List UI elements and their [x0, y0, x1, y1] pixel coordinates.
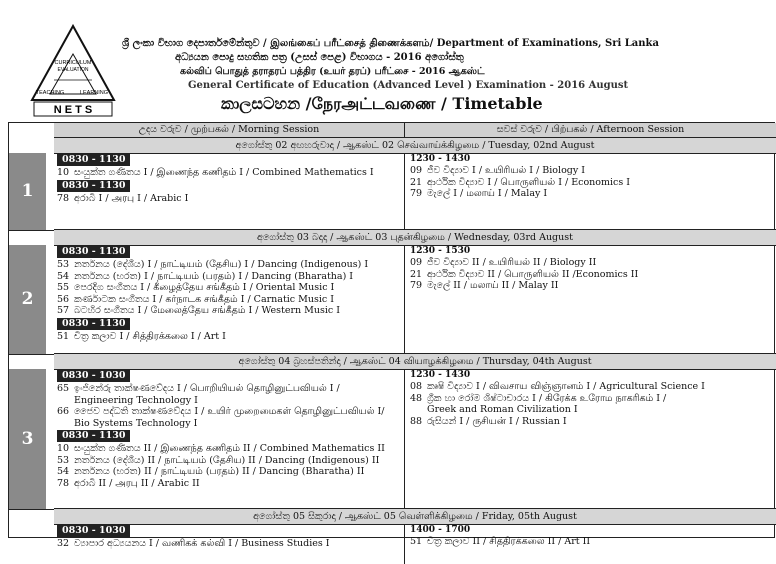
- session-time: [57, 524, 404, 538]
- subject-line: [57, 331, 404, 343]
- subject-code: 21: [410, 176, 423, 188]
- subject-code: 51: [57, 330, 70, 342]
- session-time: [410, 245, 776, 257]
- session-time: [57, 153, 404, 167]
- subject-name: නර්තනය (භරත) I / நாட்டியம் (பரதம்) I / Dancing (Bharatha) I: [71, 270, 354, 282]
- time-slot: 0830 - 1130: [57, 154, 130, 166]
- subject-name: මැලේ II / மலாய் II / Malay II: [424, 280, 559, 291]
- afternoon-cell: [405, 369, 776, 509]
- subject-code: 88: [410, 415, 423, 427]
- subject-code: 21: [410, 268, 423, 280]
- session-time: [57, 429, 404, 443]
- session-time: [57, 317, 404, 331]
- subject-line: [410, 177, 776, 189]
- subject-line: [410, 165, 776, 177]
- session-time: [57, 369, 404, 383]
- subject-name: රුසියන් I / ருசியன் I / Russian I: [424, 415, 567, 427]
- subject-code: 55: [57, 282, 70, 293]
- day-header-row: අගෝස්තු 04 බ්‍රහස්පතින්දා / ஆகஸ்ட் 04 வியாழக்கிழமை / Thursday, 04th August: [54, 353, 776, 370]
- logo-nets: N E T S: [53, 104, 93, 116]
- subject-line: [57, 259, 404, 271]
- timetable-table: [8, 122, 775, 549]
- subject-line: [57, 305, 404, 317]
- subject-line: [57, 383, 404, 395]
- logo-teaching: TEACHING: [35, 90, 65, 96]
- subject-name: කර්ණාටක සංගීතය I / கர்நாடக சங்கீதம் I / Carnatic Music I: [71, 293, 334, 305]
- subject-line: [410, 269, 776, 281]
- subject-line: [410, 188, 776, 200]
- subject-name: ග්‍රීක හා රෝම ශිෂ්ටාචාරය I / கிரேக்க உரோம நாகரிகம் I /: [424, 392, 667, 404]
- session-time: [57, 245, 404, 259]
- subject-code: 10: [57, 443, 70, 454]
- day-number: 1: [9, 153, 46, 230]
- subject-name: Bio Systems Technology I: [71, 417, 198, 429]
- subject-code: 10: [57, 167, 70, 178]
- afternoon-session-header: සවස් වරුව / பிற்பகல் / Afternoon Session: [405, 123, 776, 138]
- subject-name: ආර්ථික විද්‍යාව I / பொருளியல் I / Economics I: [424, 176, 631, 188]
- subject-code: 08: [410, 381, 423, 392]
- subject-name: ආර්ථික විද්‍යාව II / பொருளியல் II /Economics II: [424, 268, 639, 280]
- subject-name: Engineering Technology I: [71, 394, 198, 406]
- exam-title-sinhala: අධ්‍යයන පොදු සහතික පත්‍ර (උසස් පෙළ) විභාගය - 2016 අගෝස්තු: [175, 52, 464, 63]
- subject-line: [57, 406, 404, 418]
- morning-cell: [54, 524, 405, 564]
- subject-name: නර්තනය (භරත) II / நாட்டியம் (பரதம்) II / Dancing (Bharatha) II: [71, 466, 365, 477]
- subject-line: [410, 404, 776, 416]
- logo-evaluation: EVALUATION: [57, 67, 89, 73]
- day-number: 2: [9, 245, 46, 354]
- subject-code: 09: [410, 165, 423, 176]
- subject-line: [57, 294, 404, 306]
- subject-line: [57, 167, 404, 179]
- day-header-row: අගෝස්තු 03 බදාදා / ஆகஸ்ட் 03 புதன்கிழமை / Wednesday, 03rd August: [54, 229, 776, 246]
- subject-code: 53: [57, 454, 70, 466]
- subject-name: ජෛව පද්ධති තාක්ෂණවේදය I / உயிர் முறைமைகள் தொழினுட்பவியல் I/: [71, 406, 385, 417]
- timetable-title: කාලසටහන /நேரஅட்டவணை / Timetable: [221, 94, 543, 113]
- subject-code: 57: [57, 305, 70, 316]
- nets-logo: [30, 24, 116, 118]
- subject-name: චිත්‍ර කලාව I / சித்திரக்கலை I / Art I: [71, 330, 226, 342]
- morning-session-header: උදය වරුව / முற்பகல் / Morning Session: [54, 123, 405, 138]
- subject-name: නර්තනය (දේශීය) II / நாட்டியம் (தேசிய) II / Dancing (Indigenous) II: [71, 454, 380, 466]
- logo-learning: LEARNING: [79, 90, 109, 96]
- time-slot: 0830 - 1130: [57, 246, 130, 258]
- time-slot: 1400 - 1700: [410, 525, 471, 535]
- subject-line: [57, 455, 404, 467]
- subject-name: නර්තනය (දේශීය) I / நாட்டியம் (தேசிய) I / Dancing (Indigenous) I: [71, 259, 369, 270]
- logo-curriculum: CURRICULUM: [54, 60, 92, 66]
- subject-name: ජීව විද්‍යාව I / உயிரியல் I / Biology I: [424, 165, 586, 176]
- subject-name: මැලේ I / மலாய் I / Malay I: [424, 188, 548, 199]
- subject-name: සංයුක්ත ගණිතය II / இணைந்த கணிதம் II / Combined Mathematics II: [71, 443, 385, 454]
- subject-line: [410, 381, 776, 393]
- subject-name: ව්‍යාපාර අධ්‍යයනය I / வணிகக் கல்வி I / Business Studies I: [71, 538, 330, 549]
- exam-title-tamil: கல்விப் பொதுத் தராதரப் பத்திர (உயர் தரப்) பரீட்சை - 2016 ஆகஸ்ட்: [180, 66, 485, 77]
- time-slot: 1230 - 1430: [410, 370, 471, 380]
- subject-line: [410, 280, 776, 292]
- day-number: 3: [9, 369, 46, 509]
- subject-name: අරාබි II / அரபு II / Arabic II: [71, 477, 200, 489]
- afternoon-cell: [405, 245, 776, 354]
- session-time: [57, 179, 404, 193]
- session-time: [410, 153, 776, 165]
- subject-line: [410, 257, 776, 269]
- day-header-row: අගෝස්තු 05 සිකුරාදා / ஆகஸ்ட் 05 வெள்ளிக்கிழமை / Friday, 05th August: [54, 508, 776, 525]
- subject-line: [57, 395, 404, 407]
- subject-name: Greek and Roman Civilization I: [424, 404, 578, 415]
- subject-line: [57, 193, 404, 205]
- subject-name: ජීව විද්‍යාව II / உயிரியல் II / Biology II: [424, 257, 597, 268]
- subject-code: 54: [57, 270, 70, 282]
- subject-code: 79: [410, 188, 423, 199]
- time-slot: 1230 - 1530: [410, 246, 471, 256]
- subject-name: ඉංජිනේරු තාක්ෂණවේදය I / பொறியியல் தொழினுட்பவியல் I /: [71, 383, 340, 394]
- exam-title-english: General Certificate of Education (Advanced Level ) Examination - 2016 August: [188, 80, 629, 91]
- session-time: [410, 369, 776, 381]
- subject-code: 56: [57, 293, 70, 305]
- subject-name: සංයුක්ත ගණිතය I / இணைந்த கணிதம் I / Combined Mathematics I: [71, 167, 374, 178]
- morning-cell: [54, 369, 405, 509]
- afternoon-cell: [405, 524, 776, 564]
- subject-name: අරාබි I / அரபு I / Arabic I: [71, 192, 189, 204]
- session-time: [410, 524, 776, 536]
- subject-code: 78: [57, 192, 70, 204]
- subject-line: [57, 478, 404, 490]
- dept-name: ශ්‍රී ලංකා විභාග දෙපාර්තමේන්තුව / இலங்கைப் பரீட்சைத் திணைக்களம்/ Department of Examinations, Sri Lanka: [122, 38, 659, 49]
- subject-code: 51: [410, 536, 423, 547]
- subject-name: පෙරදිග සංගීතය I / கீழைத்தேய சங்கீதம் I / Oriental Music I: [71, 282, 335, 293]
- subject-name: බටහිර සංගීතය I / மேலைத்தேய சங்கீதம் I / Western Music I: [71, 305, 340, 316]
- subject-name: කෘෂි විද්‍යාව I / விவசாய விஞ்ஞானம் I / Agricultural Science I: [424, 381, 705, 392]
- subject-line: [57, 538, 404, 550]
- subject-line: [410, 416, 776, 428]
- subject-code: 53: [57, 259, 70, 270]
- subject-code: 48: [410, 392, 423, 404]
- subject-line: [57, 282, 404, 294]
- subject-code: 32: [57, 538, 70, 549]
- day-header-row: අගෝස්තු 02 අඟහරුවාදා / ஆகஸ்ட் 02 செவ்வாய்க்கிழமை / Tuesday, 02nd August: [54, 137, 776, 154]
- morning-cell: [54, 153, 405, 230]
- subject-code: 66: [57, 406, 70, 417]
- subject-code: 09: [410, 257, 423, 268]
- afternoon-cell: [405, 153, 776, 230]
- subject-code: 65: [57, 383, 70, 394]
- subject-line: [410, 393, 776, 405]
- subject-line: [57, 466, 404, 478]
- time-slot: 0830 - 1130: [57, 318, 130, 330]
- time-slot: 0830 - 1030: [57, 370, 130, 382]
- time-slot: 0830 - 1130: [57, 180, 130, 192]
- time-slot: 0830 - 1030: [57, 525, 130, 537]
- subject-code: 54: [57, 466, 70, 477]
- subject-line: [57, 418, 404, 430]
- time-slot: 0830 - 1130: [57, 430, 130, 442]
- subject-code: 78: [57, 477, 70, 489]
- subject-name: චිත්‍ර කලාව II / சித்திரக்கலை II / Art II: [424, 536, 591, 547]
- subject-line: [57, 443, 404, 455]
- subject-line: [57, 271, 404, 283]
- time-slot: 1230 - 1430: [410, 154, 471, 164]
- morning-cell: [54, 245, 405, 354]
- subject-code: 79: [410, 280, 423, 291]
- header: [0, 0, 775, 122]
- subject-line: [410, 536, 776, 548]
